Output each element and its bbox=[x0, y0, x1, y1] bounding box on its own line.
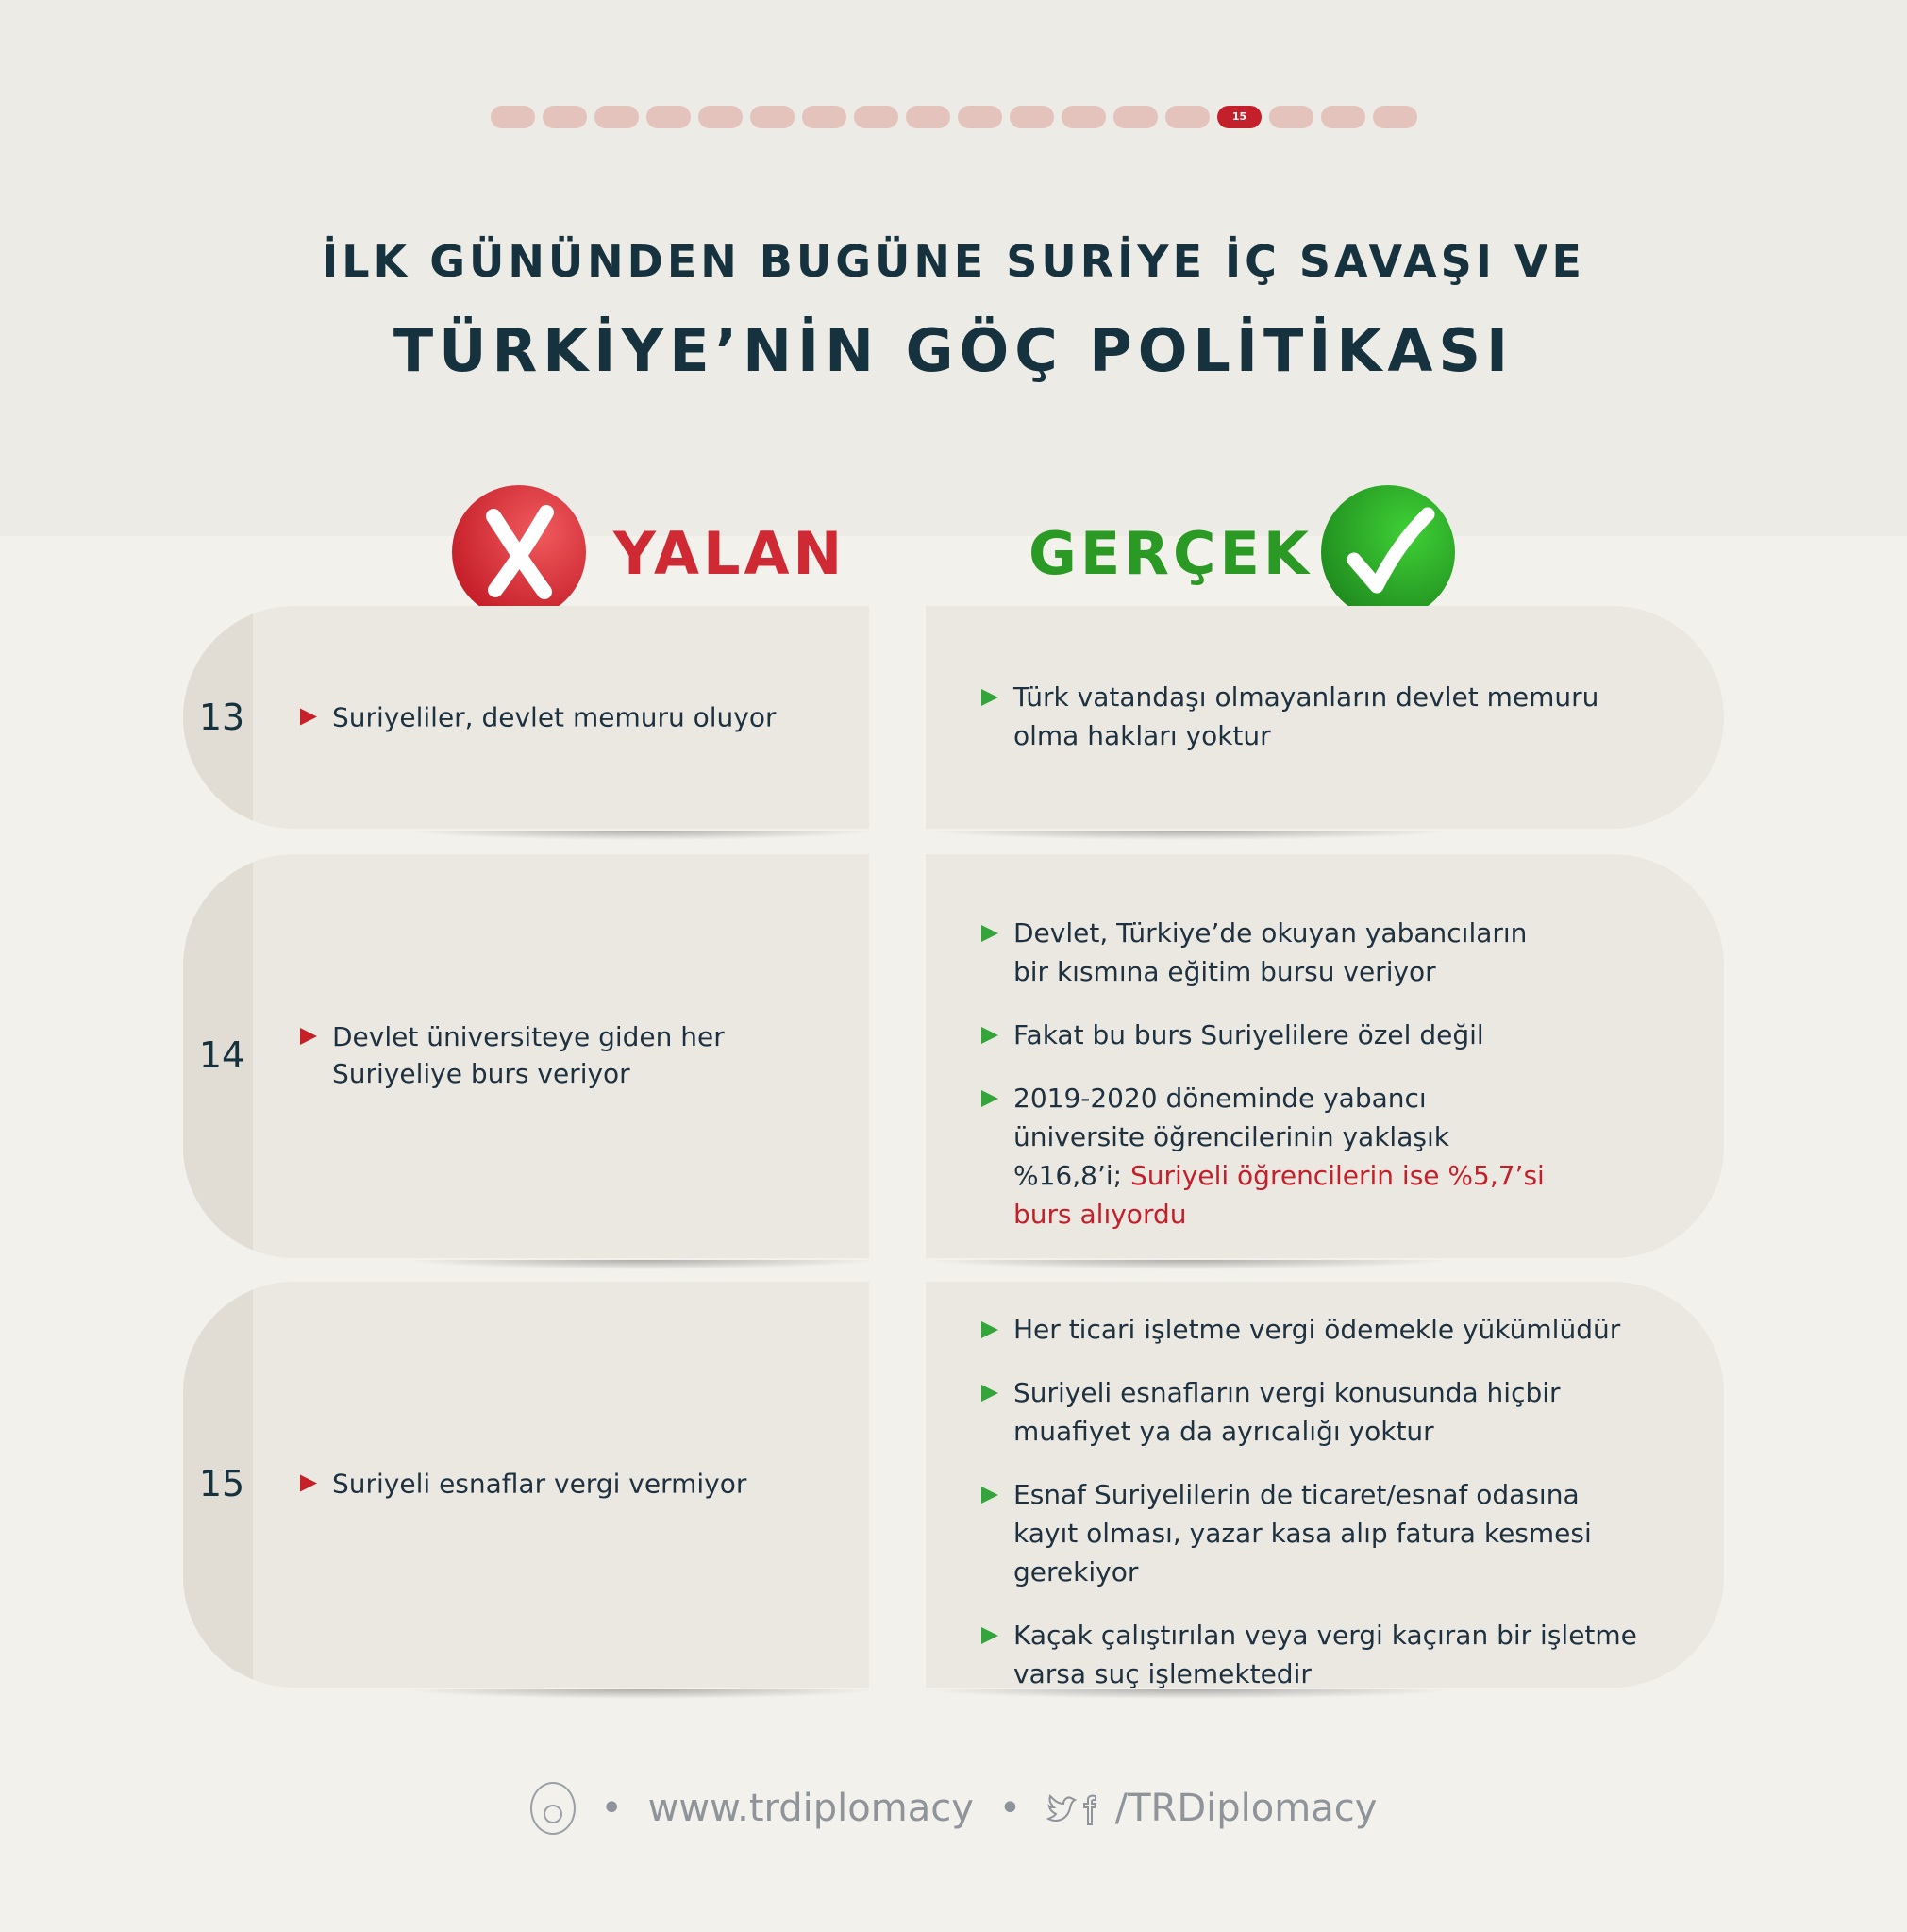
row-number: 15 bbox=[198, 1463, 245, 1504]
bullet-arrow-icon bbox=[981, 1487, 998, 1504]
fact-item: Devlet, Türkiye’de okuyan yabancıların bir kısmına eğitim bursu veriyor bbox=[981, 914, 1547, 991]
row-number: 14 bbox=[198, 1034, 245, 1076]
pager-dot[interactable] bbox=[543, 106, 587, 128]
pager-dot[interactable] bbox=[958, 106, 1002, 128]
fact-item: Kaçak çalıştırılan veya vergi kaçıran bir işletme varsa suç işlemektedir bbox=[981, 1616, 1642, 1693]
claim-text: Suriyeli esnaflar vergi vermiyor bbox=[332, 1466, 823, 1503]
fact-item: Fakat bu burs Suriyelilere özel değil bbox=[981, 1016, 1547, 1054]
highlight-text: Suriyeli öğrencilerin ise %5,7’si burs alıyordu bbox=[1013, 1160, 1545, 1230]
pager-dot[interactable] bbox=[1113, 106, 1158, 128]
bullet-arrow-icon bbox=[300, 1475, 317, 1492]
fact-list bbox=[981, 1310, 1642, 1693]
bullet-arrow-icon bbox=[981, 1027, 998, 1044]
bullet-separator: • bbox=[600, 1787, 623, 1830]
pager-dot[interactable] bbox=[750, 106, 795, 128]
pager-dot[interactable] bbox=[802, 106, 846, 128]
fact-list bbox=[981, 678, 1642, 755]
pager-dot[interactable] bbox=[906, 106, 950, 128]
twitter-facebook-icon[interactable] bbox=[1046, 1787, 1115, 1830]
fact-item: Türk vatandaşı olmayanların devlet memuru olma hakları yoktur bbox=[981, 678, 1642, 755]
pager-dot[interactable] bbox=[594, 106, 639, 128]
bullet-arrow-icon bbox=[981, 1090, 998, 1107]
bullet-arrow-icon bbox=[981, 1385, 998, 1402]
title-line-1: İLK GÜNÜNDEN BUGÜNE SURİYE İÇ SAVAŞI VE bbox=[322, 236, 1585, 287]
claim-text: Suriyeliler, devlet memuru oluyor bbox=[332, 699, 823, 736]
slide-pager bbox=[491, 106, 1417, 128]
fact-item: Her ticari işletme vergi ödemekle yükümlüdür bbox=[981, 1310, 1642, 1349]
bullet-arrow-icon bbox=[981, 689, 998, 706]
bullet-arrow-icon bbox=[300, 1028, 317, 1045]
pager-dot[interactable] bbox=[1062, 106, 1106, 128]
footer bbox=[0, 1782, 1907, 1848]
fact-item: Suriyeli esnafların vergi konusunda hiçbir muafiyet ya da ayrıcalığı yoktur bbox=[981, 1373, 1642, 1451]
pager-dot[interactable] bbox=[646, 106, 691, 128]
title-line-2: TÜRKİYE’NİN GÖÇ POLİTİKASI bbox=[393, 316, 1514, 385]
pager-dot[interactable] bbox=[1010, 106, 1054, 128]
pager-dot-active[interactable]: 15 bbox=[1217, 106, 1262, 128]
social-handle[interactable]: /TRDiplomacy bbox=[1114, 1787, 1378, 1830]
bullet-separator: • bbox=[998, 1787, 1022, 1830]
fact-list bbox=[981, 914, 1547, 1234]
pager-dot[interactable] bbox=[1373, 106, 1417, 128]
pager-dot[interactable] bbox=[698, 106, 743, 128]
check-icon bbox=[1321, 485, 1455, 619]
seal-logo-icon bbox=[530, 1782, 576, 1835]
fact-item: Esnaf Suriyelilerin de ticaret/esnaf odasına kayıt olması, yazar kasa alıp fatura kesmesi gerekiyor bbox=[981, 1475, 1642, 1591]
pager-dot[interactable] bbox=[1321, 106, 1365, 128]
website-link[interactable]: www.trdiplomacy bbox=[647, 1787, 974, 1830]
true-column-header: GERÇEK bbox=[1029, 519, 1313, 588]
bullet-arrow-icon bbox=[981, 925, 998, 942]
pager-dot[interactable] bbox=[491, 106, 535, 128]
pager-dot[interactable] bbox=[854, 106, 898, 128]
false-column-header: YALAN bbox=[613, 519, 846, 588]
bullet-arrow-icon bbox=[981, 1627, 998, 1644]
pager-dot[interactable] bbox=[1269, 106, 1313, 128]
row-number: 13 bbox=[198, 697, 245, 738]
bullet-arrow-icon bbox=[981, 1321, 998, 1338]
bullet-arrow-icon bbox=[300, 709, 317, 726]
claim-text: Devlet üniversiteye giden her Suriyeliye burs veriyor bbox=[332, 1018, 738, 1092]
fact-item: 2019-2020 döneminde yabancı üniversite öğrencilerinin yaklaşık %16,8’i; Suriyeli öğrencilerin ise %5,7’si burs alıyordu bbox=[981, 1079, 1547, 1234]
cross-icon bbox=[452, 485, 586, 619]
pager-dot[interactable] bbox=[1165, 106, 1210, 128]
